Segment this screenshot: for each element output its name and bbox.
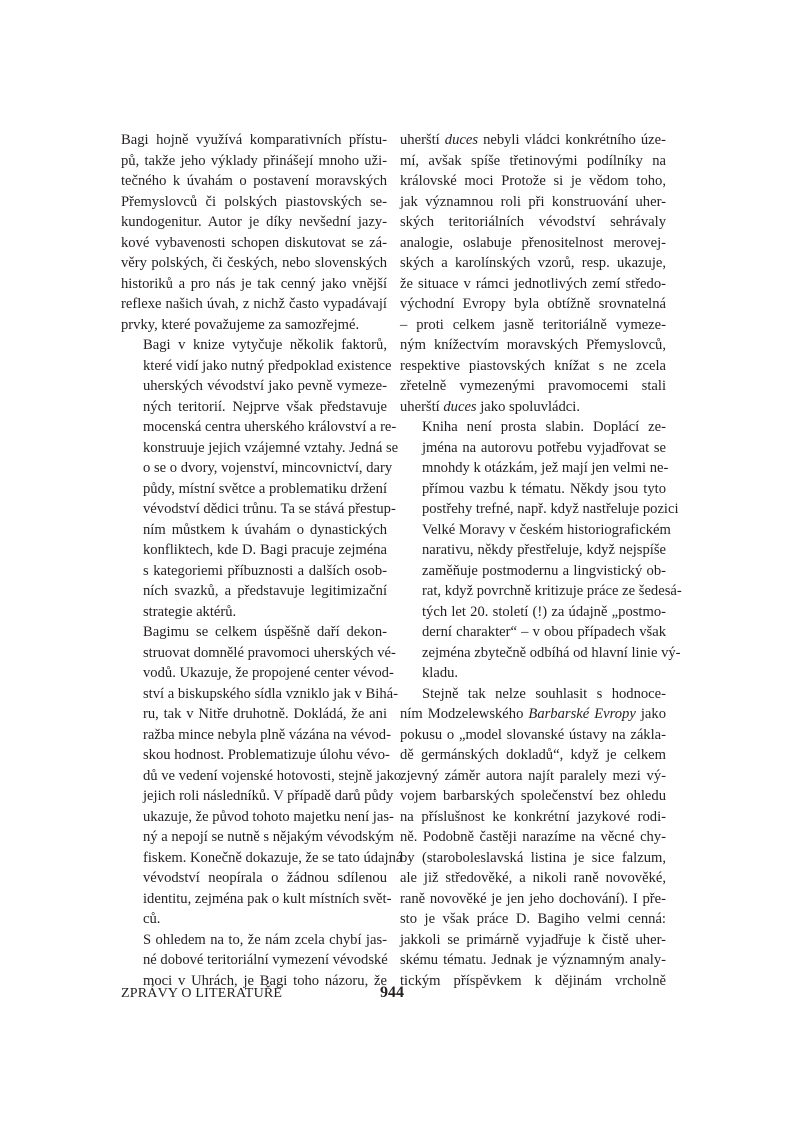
text-line: jejich roli následníků. V případě darů půdy (143, 788, 394, 804)
text-line: ských teritoriálních vévodství sehrávaly (400, 214, 666, 230)
text-line: s kategoriemi příbuznosti a dalších osob- (143, 562, 387, 579)
text-line: mí, avšak spíše třetinovými podílníky na (400, 152, 666, 169)
text-line: půdy, místní světce a problematiku držení (143, 480, 387, 497)
text-line: kundogenitur. Autor je díky nevšední jazy- (121, 214, 387, 230)
text-line: ním můstkem k úvahám o dynastických (143, 521, 387, 538)
paragraph (121, 930, 387, 992)
text-line: ukazuje, že původ tohoto majetku není jas- (143, 808, 394, 825)
text-line: královské moci Protože si je vědom toho, (400, 173, 666, 189)
text-line: ru, tak v Nitře druhotně. Dokládá, že ani (143, 706, 387, 722)
text-line: konfliktech, kde D. Bagi pracuje zejména (143, 542, 387, 558)
text-line: ný a nepojí se nutně s nějakým vévodským (143, 829, 394, 845)
text-line: pů, takže jeho výklady přinášejí mnoho uži- (121, 152, 387, 169)
text-line: zejména zbytečně odbíhá od hlavní linie vý- (422, 644, 681, 661)
text-line: konstruuje jejich vzájemné vztahy. Jedná se (143, 439, 399, 456)
text-line: S ohledem na to, že nám zcela chybí jas- (143, 931, 387, 948)
text-run: nebyli vládci konkrétního úze- (478, 132, 666, 148)
text-line: vévodství dědici trůnu. Ta se stává přestup- (143, 501, 396, 517)
text-line: tých let 20. století (!) za údajně „postmo- (422, 603, 666, 620)
paragraph (121, 622, 403, 930)
text-line (400, 684, 666, 705)
text-line: mnohdy k otázkám, jež mají jen velmi ne- (422, 460, 669, 476)
text-line: ražba mince nebyla plně vázána na vévod- (143, 726, 391, 743)
text-line: které vidí jako nutný předpoklad existence (143, 357, 392, 374)
text-line: mocenská centra uherského království a re- (143, 419, 397, 435)
text-run: uherští (400, 132, 445, 148)
text-line: narativu, někdy přestřeluje, když nejspíše (422, 542, 666, 558)
text-line: analogie, oslabuje přenositelnost merovej- (400, 234, 666, 251)
right-column (400, 130, 682, 991)
text-line: dě germánských dokladů“, když je celkem (400, 747, 666, 763)
text-line: že situace v rámci jednotlivých zemí středo- (400, 275, 666, 292)
text-line (400, 704, 666, 725)
text-line: tečného k úvahám o postavení moravských (121, 173, 387, 189)
text-line: ale již středověké, a nikoli raně novověké, (400, 870, 666, 886)
text-line: raně novověké je jen jeho dochování). I pře- (400, 890, 666, 907)
text-line: o se o dvory, vojenství, mincovnictví, dary (143, 460, 393, 476)
paragraph (121, 130, 387, 335)
text-line: vodů. Ukazuje, že propojené center vévod- (143, 665, 394, 681)
page-number: 944 (380, 984, 404, 1001)
text-line: jména na autorovu potřebu vyjadřovat se (422, 439, 666, 456)
text-line: ně. Podobně častěji narazíme na věcné chy- (400, 829, 666, 845)
journal-title: ZPRÁVY O LITERATUŘE (121, 986, 283, 1001)
paragraph (400, 130, 666, 417)
text-line: věry polských, či českých, nebo slovenských (121, 255, 387, 271)
text-line: kladu. (422, 665, 459, 681)
italic-term: duces (444, 132, 479, 148)
text-line: by (staroboleslavská listina je sice falzum, (400, 849, 666, 866)
text-line: vévodství neopírala o žádnou sdílenou (143, 870, 387, 886)
text-line: postřehy trefné, např. když nastřeluje pozici (422, 501, 679, 517)
text-line: rat, když povrchně kritizuje práce ze šedesá- (422, 583, 682, 599)
text-line: Bagimu se celkem úspěšně daří dekon- (143, 624, 387, 640)
text-line: zjevný záměr autora najít paralely mezi vý- (400, 767, 666, 784)
text-run: jako spoluvládci. (476, 398, 580, 415)
text-line: zřetelně vymezenými pravomocemi stali (400, 378, 666, 394)
text-line: jakkoli se primárně vyjadřuje k čistě uher- (400, 931, 666, 948)
paragraph (400, 684, 666, 992)
text-line: pokusu o „model slovanské ústavy na zákla- (400, 726, 666, 743)
text-line: respektive piastovských knížat s ne zcela (400, 357, 666, 374)
text-line: reflexe našich úvah, z nichž často vypadávají (121, 296, 387, 312)
text-line: Kniha není prosta slabin. Doplácí ze- (422, 419, 666, 435)
text-line: Bagi v knize vytyčuje několik faktorů, (143, 337, 387, 353)
text-line (400, 130, 666, 151)
text-run: ním Modzelewského (400, 706, 529, 722)
text-line: identitu, zejména pak o kult místních svět- (143, 890, 392, 907)
paragraph (400, 417, 682, 684)
text-line: skému tématu. Jednak je významným analy- (400, 952, 666, 968)
text-line: ců. (143, 911, 161, 927)
text-line: Přemyslovců či polských piastovských se- (121, 193, 387, 210)
text-line: moci v Uhrách, je Bagi toho názoru, že (143, 972, 387, 989)
text-line: historiků a pro nás je tak cenný jako vnější (121, 275, 387, 292)
text-line: přímou vazbu k tématu. Někdy jsou tyto (422, 480, 666, 497)
text-line: východní Evropy byla obtížně srovnatelná (400, 296, 666, 312)
text-run: Stejně tak nelze souhlasit s hodnoce- (422, 685, 666, 702)
text-line: Velké Moravy v českém historiografickém (422, 521, 671, 538)
text-line (400, 397, 666, 418)
text-line: Bagi hojně využívá komparativních přístu- (121, 132, 387, 148)
text-line: né dobové teritoriální vymezení vévodské (143, 952, 388, 968)
left-column (121, 130, 403, 991)
text-line: ních svazků, a představuje legitimizační (143, 583, 387, 599)
text-line: uherských vévodství jako pevně vymeze- (143, 378, 387, 394)
text-line: derní charakter“ – v obou případech však (422, 624, 666, 640)
text-line: zaměňuje postmodernu a lingvistický ob- (422, 562, 666, 579)
text-line: dů ve vedení vojenské hotovosti, stejně jako (143, 767, 402, 784)
text-line: na příslušnost ke konkrétní jazykové rodi- (400, 808, 666, 825)
text-line: ným knížectvím moravských Přemyslovců, (400, 337, 666, 353)
text-line: skou hodnost. Problematizuje úlohu vévo- (143, 747, 390, 763)
text-line: struovat domnělé pravomoci uherských vé- (143, 644, 396, 661)
text-line: vojem barbarských společenství bez ohledu (400, 788, 666, 804)
text-line: prvky, které považujeme za samozřejmé. (121, 316, 360, 333)
text-line: kové vybavenosti schopen diskutovat se zá- (121, 234, 387, 251)
text-line: sto je však práce D. Bagiho velmi cenná: (400, 911, 666, 927)
text-line: fiskem. Konečně dokazuje, že se tato údajná (143, 849, 403, 866)
italic-term: Barbarské Evropy (528, 706, 636, 722)
text-line: tickým příspěvkem k dějinám vrcholně (400, 972, 666, 989)
text-run: jako (635, 706, 666, 722)
text-line: strategie aktérů. (143, 603, 237, 620)
italic-term: duces (443, 398, 477, 415)
text-line: ství a biskupského sídla vzniklo jak v Bihá- (143, 685, 398, 702)
paragraph (121, 335, 399, 622)
text-line: jak významnou roli při konstruování uher- (400, 193, 666, 210)
text-line: ských a karolínských vzorů, resp. ukazuje, (400, 255, 666, 271)
text-line: – proti celkem jasně teritoriálně vymeze- (400, 316, 666, 333)
text-run: uherští (400, 398, 444, 415)
text-line: ných teritorií. Nejprve však představuje (143, 398, 387, 415)
